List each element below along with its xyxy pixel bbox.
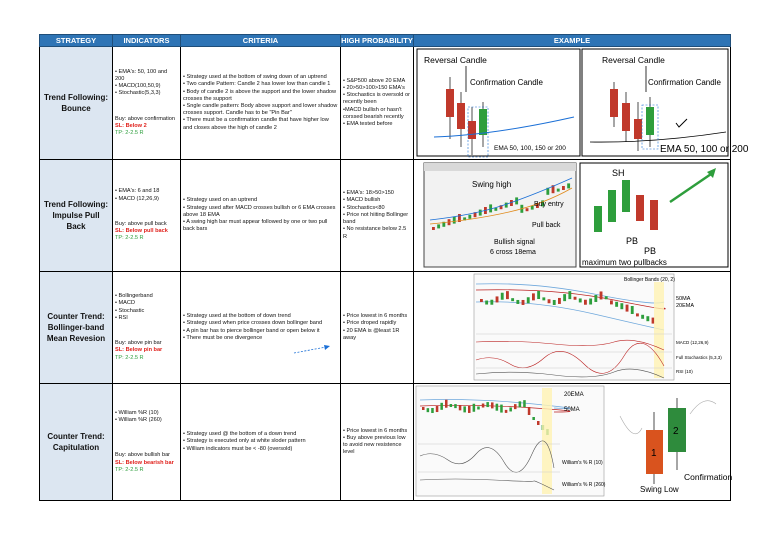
- high-prob-item: • Price lowest in 6 months: [343, 427, 408, 434]
- stochastic-label: Full Stochastics (5,3,3): [676, 355, 722, 360]
- bull-candle: [477, 406, 480, 409]
- bull-candle: [622, 180, 630, 212]
- bull-candle: [509, 407, 512, 411]
- strategy-sheet: [39, 34, 749, 496]
- bull-candle: [490, 300, 493, 305]
- arrow-right-icon: [292, 343, 332, 357]
- bear-candle: [522, 300, 525, 305]
- indicator-item: • William %R (260): [115, 417, 162, 424]
- take-profit-rule: TP: 2-2.5 R: [115, 235, 144, 242]
- bull-candle: [537, 291, 540, 299]
- chart-toolbar: [424, 163, 576, 171]
- bull-candle: [641, 315, 644, 319]
- indicator-item: • Stochastic(5,3,3): [115, 90, 161, 97]
- high-probability-cell: [341, 272, 414, 384]
- strategy-name: Trend Following: Impulse Pull Back: [40, 160, 113, 272]
- bull-candle: [496, 404, 499, 411]
- criteria-item: • A swing high bar must appear followed by one or two pull back bars: [183, 219, 328, 233]
- bull-candle: [454, 404, 457, 408]
- bear-candle: [562, 186, 565, 190]
- candle-2-label: 2: [673, 426, 679, 437]
- bull-candle: [568, 291, 571, 299]
- header-strategy: STRATEGY: [40, 35, 113, 47]
- indicator-item: • William %R (10): [115, 409, 159, 416]
- criteria-item: • Strategy used on an uptrend: [183, 197, 258, 204]
- bear-candle: [491, 402, 494, 408]
- bull-candle: [567, 183, 570, 188]
- bull-candle: [479, 109, 487, 135]
- bear-candle: [468, 121, 476, 139]
- bear-candle: [610, 89, 618, 117]
- bear-candle: [548, 299, 551, 303]
- strategy-name: Counter Trend: Capitulation: [40, 384, 113, 501]
- bull-candle: [523, 400, 526, 407]
- swing-high-label: Swing high: [472, 180, 512, 189]
- stop-loss-rule: SL: Below bearish bar: [115, 459, 174, 466]
- indicator-item: • EMA's: 6 and 18: [115, 188, 160, 195]
- bear-candle: [446, 89, 454, 117]
- indicator-item: • MACD: [115, 300, 135, 307]
- indicator-item: • Bollingerband: [115, 293, 153, 300]
- example-panel-left: [417, 49, 580, 156]
- criteria-cell: [181, 160, 341, 272]
- bear-candle: [558, 298, 561, 304]
- high-prob-item: • MACD bullish: [343, 197, 381, 204]
- ema20-label: 20EMA: [676, 303, 695, 309]
- bull-candle: [557, 189, 560, 192]
- high-prob-item: • 20 EMA is @least 1R away: [343, 327, 400, 341]
- ema20-label: 20EMA: [564, 392, 584, 398]
- williams-r-10-label: William's % R (10): [562, 460, 603, 466]
- confirmation-candle-label: Confirmation Candle: [648, 78, 721, 87]
- table-row: [40, 272, 731, 384]
- header-row: [40, 35, 731, 47]
- bull-candle: [542, 297, 545, 300]
- bull-candle: [479, 210, 482, 216]
- criteria-item: • Strategy used at the bottom of down trend: [183, 313, 291, 320]
- bull-candle: [501, 293, 504, 300]
- header-high-probability: HIGH PROBABILITY: [341, 36, 413, 45]
- criteria-item: • Two candle Pattern: Candle 2 has lower low than candle 1: [183, 81, 331, 88]
- ema-caption: EMA 50, 100, 150 or 200: [494, 145, 566, 152]
- criteria-cell: [181, 47, 341, 160]
- bull-candle: [563, 294, 566, 301]
- strategy-name: Counter Trend: Bollinger-band Mean Revesion: [40, 272, 113, 384]
- macd-label: MACD (12,26,9): [676, 340, 709, 345]
- high-probability-cell: [341, 47, 414, 160]
- swing-high-label: SH: [612, 168, 625, 178]
- bear-candle: [505, 410, 508, 413]
- bear-candle: [526, 208, 529, 211]
- impulse-example-diagram: [414, 160, 731, 271]
- strategy-table: [39, 34, 749, 501]
- bear-candle: [445, 400, 448, 408]
- buy-rule: Buy: above pin bar: [115, 340, 162, 347]
- bear-candle: [634, 119, 642, 139]
- criteria-item: • Strategy used after MACD crosses bullish or 6 EMA crosses above 18 EMA: [183, 204, 336, 218]
- bear-candle: [480, 299, 483, 302]
- bull-candle: [615, 302, 618, 307]
- bear-candle: [457, 103, 465, 129]
- bear-candle: [537, 421, 540, 425]
- stop-loss-rule: SL: Below pull back: [115, 228, 168, 235]
- criteria-item: • Strategy used at the bottom of swing down of an uptrend: [183, 74, 327, 81]
- criteria-cell: [181, 384, 341, 501]
- bull-candle: [532, 417, 535, 420]
- cross-label: 6 cross 18ema: [490, 249, 536, 256]
- high-probability-cell: [341, 384, 414, 501]
- criteria-item: • Strategy is executed only at white sloder pattern: [183, 438, 306, 445]
- confirmation-label: Confirmation: [684, 472, 733, 482]
- bollinger-label: Bollinger Bands (20, 2): [624, 277, 675, 283]
- bull-candle: [646, 316, 649, 321]
- high-prob-item: • EMA's: 18>50>150: [343, 190, 394, 197]
- criteria-item: • A pin bar has to pierce bollinger band or open below it: [183, 327, 320, 334]
- criteria-cell: [181, 272, 341, 384]
- bear-candle: [584, 300, 587, 305]
- pullback-label: PB: [626, 236, 639, 246]
- bull-candle: [450, 404, 453, 407]
- bull-candle: [505, 203, 508, 208]
- williams-r-260-label: William's % R (260): [562, 482, 606, 488]
- buy-rule: Buy: above bullish bar: [115, 452, 171, 459]
- bull-candle: [485, 301, 488, 305]
- price-path: [690, 401, 716, 414]
- pullback-label: PB: [644, 246, 657, 256]
- bull-candle: [594, 206, 602, 232]
- bear-candle: [650, 200, 658, 230]
- bull-candle: [516, 300, 519, 304]
- bull-candle: [468, 215, 471, 219]
- bull-candle: [486, 402, 489, 407]
- high-prob-item: • No resistance below 2.5 R: [343, 226, 407, 240]
- ema-caption: EMA 50, 100 or 200: [660, 144, 749, 155]
- bear-candle: [600, 291, 603, 299]
- bull-candle: [620, 303, 623, 309]
- bull-candle: [427, 408, 430, 412]
- chart-screenshot: [416, 386, 604, 496]
- bear-candle: [532, 293, 535, 300]
- bull-candle: [519, 401, 522, 407]
- bear-candle: [506, 291, 509, 299]
- bull-candle: [608, 190, 616, 222]
- bear-candle: [432, 227, 435, 230]
- indicators-cell: [113, 160, 181, 272]
- buy-entry-label: Buy entry: [534, 201, 564, 208]
- confirmation-candle-label: Confirmation Candle: [470, 78, 543, 87]
- header-indicators: INDICATORS: [113, 35, 181, 47]
- candle-1-label: 1: [651, 448, 657, 459]
- bull-candle: [553, 300, 556, 305]
- criteria-item: • Sngle candle pattern: Body above support and lower shadow crosses support. Candle has to be "Pin Bar": [183, 103, 338, 117]
- bear-candle: [482, 404, 485, 408]
- bull-candle: [594, 295, 597, 302]
- bear-candle: [496, 296, 499, 302]
- bull-candle: [473, 404, 476, 412]
- bull-candle: [500, 405, 503, 413]
- indicators-cell: [113, 384, 181, 501]
- bull-candle: [646, 107, 654, 135]
- swing-low-label: Swing Low: [640, 485, 679, 494]
- high-prob-item: • Stochastics is oversold or recently been: [343, 92, 410, 106]
- high-prob-item: • EMA tested before: [343, 121, 393, 127]
- bear-candle: [636, 313, 639, 316]
- price-path: [620, 416, 642, 434]
- high-prob-item: • 20>50>100>150 EMA's: [343, 84, 405, 91]
- bullish-signal-label: Bullish signal: [494, 239, 535, 246]
- bull-candle: [589, 299, 592, 305]
- criteria-item: • William indicators must be < -80 (oversold): [183, 445, 293, 452]
- rsi-label: RSI (10): [676, 369, 693, 374]
- stop-loss-rule: SL: Below pin bar: [115, 347, 163, 354]
- bull-candle: [463, 406, 466, 412]
- bull-candle: [440, 403, 443, 410]
- take-profit-rule: TP: 2-2.5 R: [115, 130, 144, 136]
- criteria-item: • Strategy used when price crosses down bollinger band: [183, 320, 323, 327]
- bear-candle: [528, 407, 531, 415]
- high-prob-item: • Price not hiiting Bollinger band: [343, 211, 409, 226]
- criteria-item: • There must be one divergence: [183, 334, 263, 341]
- bear-candle: [422, 407, 425, 410]
- buy-rule: Buy: above pull back: [115, 220, 167, 227]
- bear-candle: [468, 406, 471, 413]
- pullbacks-caption: maximum two pullbacks: [582, 258, 667, 267]
- bear-candle: [459, 405, 462, 410]
- indicators-cell: [113, 272, 181, 384]
- bear-candle: [610, 300, 613, 304]
- example-cell: [414, 47, 749, 160]
- high-prob-item: • Price lowest in 6 months: [343, 313, 408, 320]
- bear-candle: [514, 404, 517, 409]
- indicators-cell: [113, 47, 181, 160]
- bull-candle: [527, 297, 530, 303]
- bull-candle: [453, 217, 456, 224]
- ma50-label: 50MA: [676, 296, 691, 302]
- example-cell: [414, 384, 731, 501]
- indicator-item: • MACD (12,26,9): [115, 195, 159, 202]
- bear-candle: [574, 297, 577, 300]
- indicator-item: • RSI: [115, 314, 128, 321]
- table-row: [40, 160, 731, 272]
- strategy-name: Trend Following: Bounce: [40, 47, 113, 160]
- high-probability-cell: [341, 160, 414, 272]
- bull-candle: [579, 298, 582, 302]
- criteria-item: • Body of candle 2 is above the support and the lower shadow crosses the support: [183, 88, 337, 102]
- example-cell: [414, 272, 731, 384]
- indicator-item: • MACD(100,50,9): [115, 83, 161, 90]
- take-profit-rule: TP: 2-2.5 R: [115, 354, 144, 361]
- bull-candle: [631, 306, 634, 314]
- table-row: [40, 384, 731, 501]
- bear-candle: [436, 406, 439, 412]
- bull-candle: [605, 296, 608, 299]
- bounce-example-diagram: [414, 47, 749, 159]
- table-row: [40, 47, 731, 160]
- ma50-label: 50MA: [564, 407, 580, 413]
- reversal-candle-label: Reversal Candle: [602, 55, 665, 65]
- high-prob-item: • Stochastics<80: [343, 204, 385, 211]
- criteria-item: • Strategy used @ the bottom of a down trend: [183, 431, 297, 438]
- criteria-item: • There must be a confirmation candle that have higher low and closes above the high of candle 2: [183, 117, 329, 131]
- take-profit-rule: TP: 2-2.5 R: [115, 466, 144, 473]
- high-prob-item: • Price droped rapidly: [343, 320, 397, 327]
- buy-rule: Buy: above confirmation: [115, 115, 176, 122]
- bull-candle: [437, 224, 440, 228]
- bear-candle: [626, 305, 629, 312]
- example-cell: [414, 160, 731, 272]
- bollinger-example-chart: [414, 272, 731, 383]
- high-prob-item: • Buy above previous low to avoid new resistence level: [343, 434, 406, 456]
- indicator-item: • Stochastic: [115, 307, 145, 314]
- reversal-candle-label: Reversal Candle: [424, 55, 487, 65]
- pull-back-label: Pull back: [532, 222, 561, 229]
- bull-candle: [431, 408, 434, 413]
- bear-candle: [622, 103, 630, 131]
- high-prob-item: •MACD bullish or hasn't corssed bearish recently: [343, 106, 404, 120]
- high-prob-item: • S&P500 above 20 EMA: [343, 77, 406, 84]
- bull-candle: [511, 298, 514, 301]
- stop-loss-rule: SL: Below 2: [115, 122, 147, 129]
- bear-candle: [636, 195, 644, 221]
- indicator-item: • EMA's: 50, 100 and 200: [115, 68, 168, 82]
- header-criteria: CRITERIA: [181, 35, 341, 47]
- capitulation-example-diagram: [414, 384, 731, 500]
- header-example: EXAMPLE: [414, 35, 731, 47]
